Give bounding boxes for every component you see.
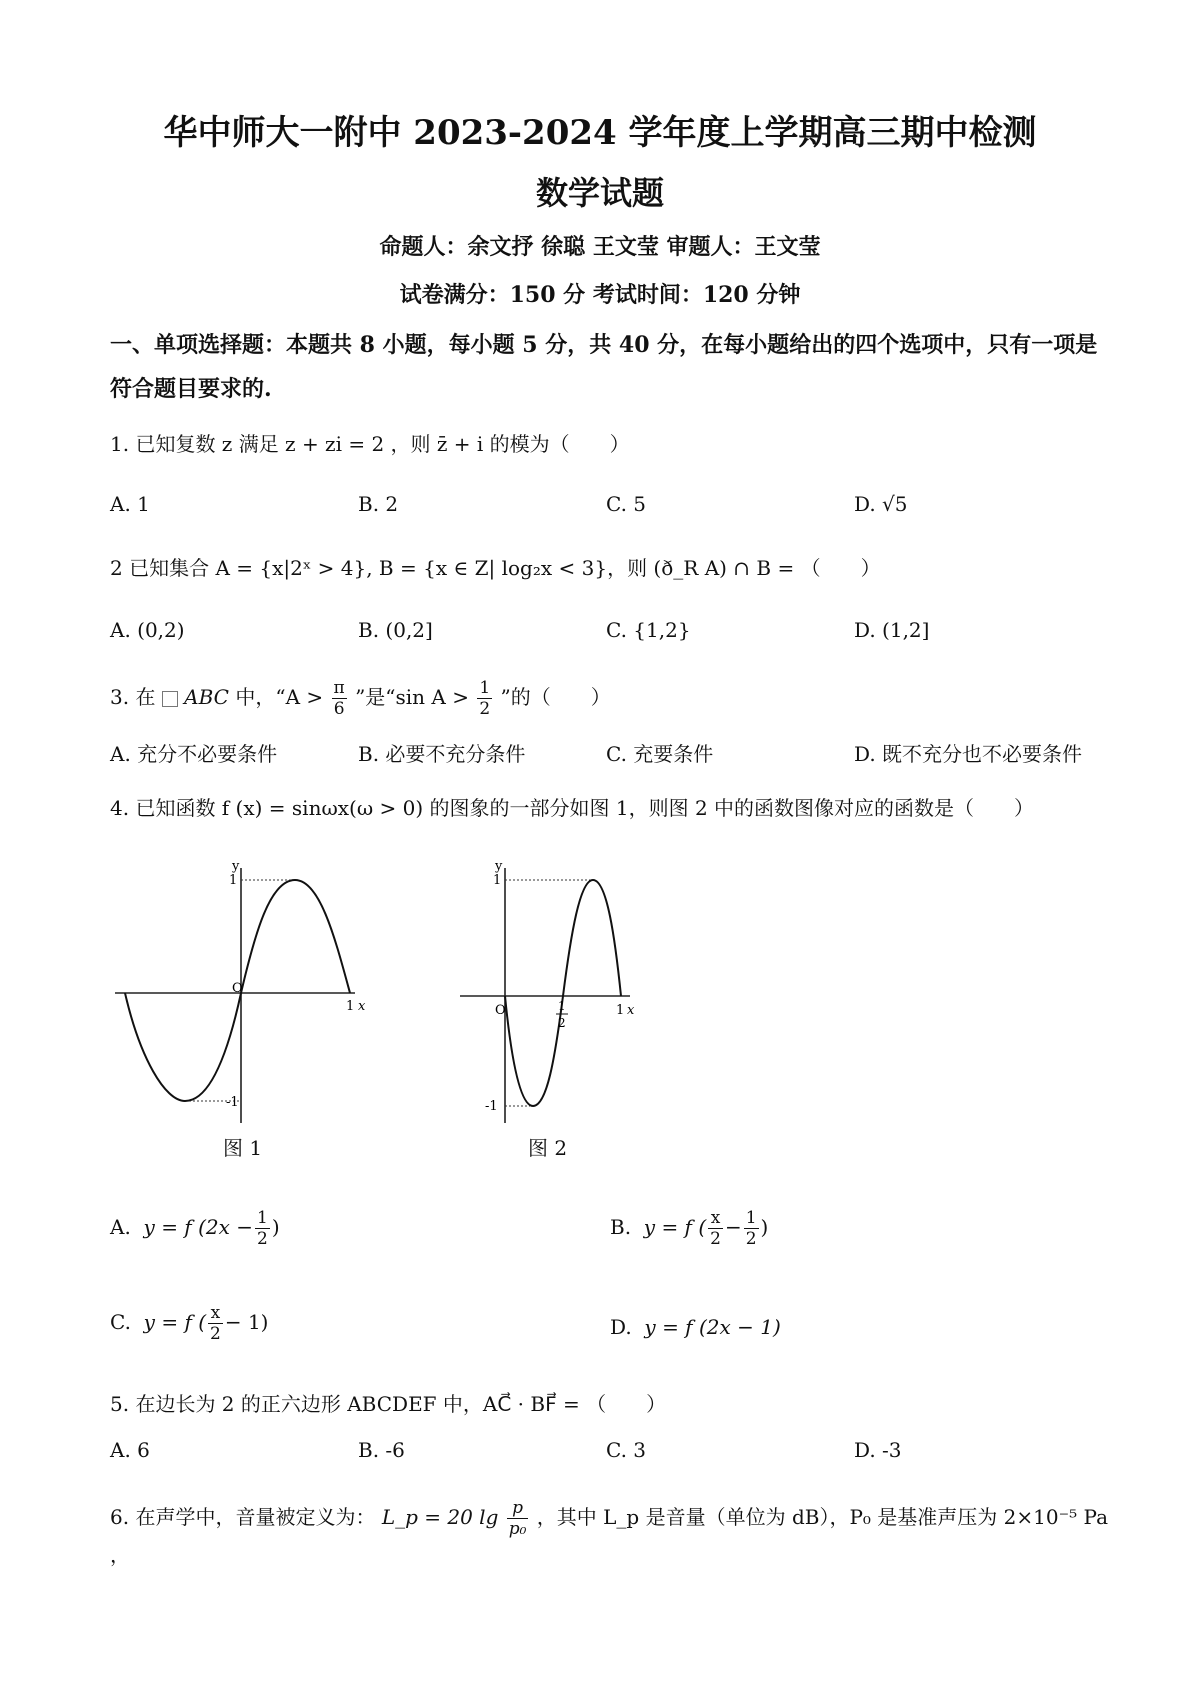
option-b[interactable]: B. 必要不充分条件 xyxy=(358,742,526,766)
option-a[interactable]: A. (0,2) xyxy=(110,618,185,642)
figure-1-graph xyxy=(110,848,380,1128)
fig1-tick-1: 1 xyxy=(229,873,238,888)
fig2-origin: O xyxy=(495,1003,506,1018)
q3-text-end: ”的（ ） xyxy=(500,685,611,709)
option-d[interactable]: D. (1,2] xyxy=(854,618,930,642)
option-c[interactable]: C. 5 xyxy=(606,492,647,516)
option-b[interactable]: B. 2 xyxy=(358,492,399,516)
q3-fraction-1-2: $\frac{1}{2}$ xyxy=(479,678,491,719)
option-c[interactable]: C. 充要条件 xyxy=(606,742,714,766)
q3-text-mid2: ”是“sin A > xyxy=(355,685,469,709)
fig2-x-label: x xyxy=(627,1003,635,1018)
option-c[interactable]: C. 3 xyxy=(606,1438,647,1462)
question-2-options xyxy=(110,618,1110,642)
q3-fraction-pi-6: $\frac{\pi}{6}$ xyxy=(333,678,345,719)
option-a[interactable]: A. 1 xyxy=(110,492,150,516)
option-b[interactable]: B. -6 xyxy=(358,1438,405,1462)
q3-text-mid: 中，“A > xyxy=(235,685,324,709)
figure-1-caption: 图 1 xyxy=(223,1136,263,1160)
option-d[interactable]: D. y = f (2x − 1) xyxy=(610,1315,781,1339)
exam-title: 华中师大一附中 2023-2024 学年度上学期高三期中检测 xyxy=(163,113,1037,153)
question-4-options-row2 xyxy=(110,1303,1110,1344)
question-1-stem: 1. 已知复数 z 满足 z + zi = 2 ，则 z̄ + i 的模为（ ） xyxy=(110,432,630,456)
q6-text-post: ，其中 L_p 是音量（单位为 dB），P₀ 是基准声压为 2×10⁻⁵ Pa ， xyxy=(110,1505,1108,1567)
option-c[interactable]: C. {1,2} xyxy=(606,618,691,642)
option-a[interactable]: A. 6 xyxy=(110,1438,150,1462)
exam-authors: 命题人：余文抒 徐聪 王文莹 审题人：王文莹 xyxy=(379,234,821,260)
fig2-tick-neg1: -1 xyxy=(485,1099,498,1114)
q3-triangle-name: ABC xyxy=(184,685,229,709)
exam-meta: 试卷满分：150 分 考试时间：120 分钟 xyxy=(399,282,801,308)
question-6-stem xyxy=(110,1498,1110,1568)
fig2-y-label: y xyxy=(495,859,503,874)
fig2-tick-half-n: 1 xyxy=(558,999,566,1013)
q6-fraction: $\frac{p}{\text{p₀}}$ xyxy=(508,1498,527,1539)
question-4-stem: 4. 已知函数 f (x) = sinωx(ω > 0) 的图象的一部分如图 1，则图 2 中的函数图像对应的函数是（ ） xyxy=(110,796,1035,820)
fig1-y-label: y xyxy=(232,859,240,874)
fig1-origin: O xyxy=(232,981,243,996)
question-3-options xyxy=(110,738,1110,767)
figure-2-caption: 图 2 xyxy=(528,1136,568,1160)
question-4-options-row1 xyxy=(110,1208,1110,1249)
question-2-stem: 2 已知集合 A = {x|2ˣ > 4}, B = {x ∈ Z| log₂x < 3}，则 (ð_R A) ∩ B = （ ） xyxy=(110,556,881,580)
option-d[interactable]: D. √5 xyxy=(854,492,908,516)
option-c[interactable]: C. y = f ( $\frac{x}{2}$ − 1) xyxy=(110,1303,269,1344)
triangle-icon xyxy=(162,691,178,707)
question-5-options xyxy=(110,1438,1110,1462)
fig2-curve xyxy=(505,880,621,1106)
option-b[interactable]: B. y = f ( $\frac{x}{2}$ − $\frac{1}{2}$ ) xyxy=(610,1208,769,1249)
option-d[interactable]: D. 既不充分也不必要条件 xyxy=(854,742,1083,766)
option-a[interactable]: A. y = f (2x − $\frac{1}{2}$ ) xyxy=(110,1208,280,1249)
q6-formula: L_p = 20 lg xyxy=(381,1505,499,1529)
question-5-stem: 5. 在边长为 2 的正六边形 ABCDEF 中，AC⃗ · BF⃗ = （ ） xyxy=(110,1392,667,1416)
question-3-stem xyxy=(110,678,1110,719)
fig1-x-label: x xyxy=(358,999,366,1014)
fig1-tick-x1: 1 xyxy=(346,999,355,1014)
exam-subtitle: 数学试题 xyxy=(535,174,664,212)
figure-2-graph xyxy=(455,848,655,1128)
fig2-tick-1: 1 xyxy=(493,873,502,888)
q3-text-pre: 3. 在 xyxy=(110,685,156,709)
option-d[interactable]: D. -3 xyxy=(854,1438,902,1462)
option-a[interactable]: A. 充分不必要条件 xyxy=(110,742,278,766)
fig2-tick-half-d: 2 xyxy=(558,1016,566,1030)
q6-text-pre: 6. 在声学中，音量被定义为： xyxy=(110,1505,376,1529)
section-heading: 一、单项选择题：本题共 8 小题，每小题 5 分，共 40 分，在每小题给出的四个选项中，只有一项是符合题目要求的. xyxy=(110,332,1098,402)
fig2-tick-x1: 1 xyxy=(616,1003,625,1018)
option-b[interactable]: B. (0,2] xyxy=(358,618,433,642)
question-1-options xyxy=(110,492,1110,516)
fig1-tick-neg1: -1 xyxy=(226,1095,239,1110)
